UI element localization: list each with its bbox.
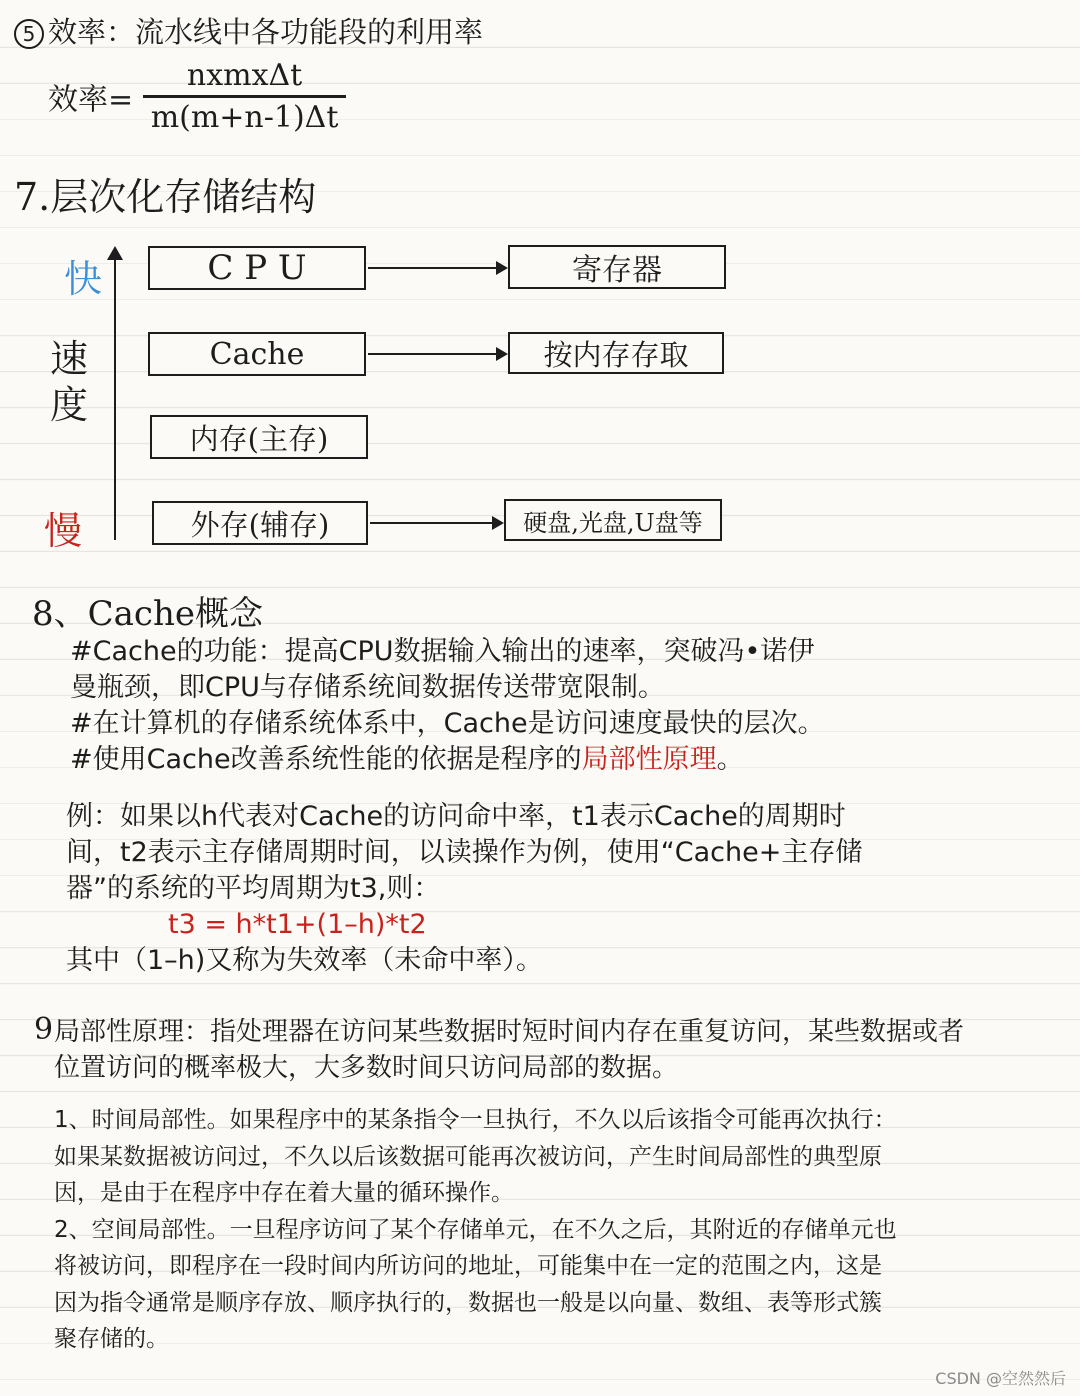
cache-concept-paragraphs bbox=[70, 634, 1050, 778]
temporal-locality-line3: 因，是由于在程序中存在着大量的循环操作。 bbox=[54, 1180, 514, 1206]
spatial-locality-line2: 将被访问，即程序在一段时间内所访问的地址，可能集中在一定的范围之内，这是 bbox=[54, 1253, 882, 1279]
example-line1: 例：如果以h代表对Cache的访问命中率，t1表示Cache的周期时 bbox=[66, 801, 846, 832]
speed-axis bbox=[114, 250, 116, 540]
efficiency-numerator: nxmxΔt bbox=[143, 58, 347, 98]
external-storage-arrow bbox=[370, 522, 502, 524]
spatial-locality-line3: 因为指令通常是顺序存放、顺序执行的，数据也一般是以向量、数组、表等形式簇 bbox=[54, 1289, 882, 1316]
locality-definition-line1: 局部性原理：指处理器在访问某些数据时短时间内存在重复访问，某些数据或者 bbox=[54, 1017, 965, 1047]
target-registers-box: 寄存器 bbox=[508, 245, 726, 289]
level-main-memory-box: 内存(主存) bbox=[150, 415, 368, 459]
cache-function-line1: #Cache的功能：提高CPU数据输入输出的速率，突破冯•诺伊 bbox=[70, 636, 815, 667]
spatial-locality-line4: 聚存储的。 bbox=[54, 1326, 169, 1352]
example-line3: 器”的系统的平均周期为t3,则： bbox=[66, 873, 441, 904]
cache-basis-prefix: #使用Cache改善系统性能的依据是程序的 bbox=[70, 744, 582, 775]
locality-definition bbox=[54, 1014, 1064, 1086]
miss-rate-note: 其中（1–h)又称为失效率（未命中率）。 bbox=[66, 945, 543, 976]
watermark: CSDN @空然然后 bbox=[935, 1369, 1066, 1388]
efficiency-denominator: m(m+n-1)Δt bbox=[150, 100, 339, 135]
locality-principle-highlight: 局部性原理 bbox=[581, 744, 717, 775]
axis-fast-label: 快 bbox=[64, 257, 103, 301]
level-external-storage-box: 外存(辅存) bbox=[152, 501, 368, 545]
axis-slow-label: 慢 bbox=[44, 509, 83, 553]
efficiency-fraction bbox=[143, 58, 347, 135]
cache-function-line2: 曼瓶颈，即CPU与存储系统间数据传送带宽限制。 bbox=[70, 672, 665, 703]
section-7-title: 7.层次化存储结构 bbox=[14, 175, 317, 219]
efficiency-formula-label: 效率= bbox=[48, 82, 134, 118]
cache-fastest-level: #在计算机的存储系统体系中，Cache是访问速度最快的层次。 bbox=[70, 708, 825, 739]
level-cache-box: Cache bbox=[148, 332, 366, 376]
cache-basis-suffix: 。 bbox=[716, 744, 744, 775]
cache-arrow bbox=[368, 353, 506, 355]
target-memory-access-box: 按内存存取 bbox=[508, 332, 724, 374]
cache-basis-line bbox=[70, 742, 1050, 778]
cpu-arrow bbox=[368, 267, 506, 269]
section-5-number: 5 bbox=[14, 19, 44, 49]
efficiency-formula bbox=[48, 58, 346, 135]
temporal-locality-line1: 1、时间局部性。如果程序中的某条指令一旦执行，不久以后该指令可能再次执行： bbox=[54, 1107, 897, 1133]
efficiency-definition bbox=[14, 14, 483, 50]
speed-axis-arrowhead bbox=[107, 246, 123, 260]
efficiency-definition-text: 效率：流水线中各功能段的利用率 bbox=[48, 15, 484, 49]
locality-definition-line2: 位置访问的概率极大，大多数时间只访问局部的数据。 bbox=[54, 1053, 679, 1083]
section-8-title: 8、Cache概念 bbox=[32, 594, 263, 634]
locality-types bbox=[54, 1102, 1064, 1358]
average-cycle-formula: t3 = h*t1+(1–h)*t2 bbox=[168, 909, 427, 940]
section-9-number: 9 bbox=[34, 1012, 54, 1047]
cache-example bbox=[66, 799, 1056, 979]
example-line2: 间，t2表示主存储周期时间，以读操作为例，使用“Cache+主存储 bbox=[66, 837, 863, 868]
spatial-locality-line1: 2、空间局部性。一旦程序访问了某个存储单元，在不久之后，其附近的存储单元也 bbox=[54, 1216, 897, 1243]
target-disks-box: 硬盘,光盘,U盘等 bbox=[504, 499, 722, 541]
level-cpu-box: C P U bbox=[148, 246, 366, 290]
temporal-locality-line2: 如果某数据被访问过，不久以后该数据可能再次被访问，产生时间局部性的典型原 bbox=[54, 1143, 882, 1170]
axis-speed-label: 速度 bbox=[50, 337, 89, 427]
